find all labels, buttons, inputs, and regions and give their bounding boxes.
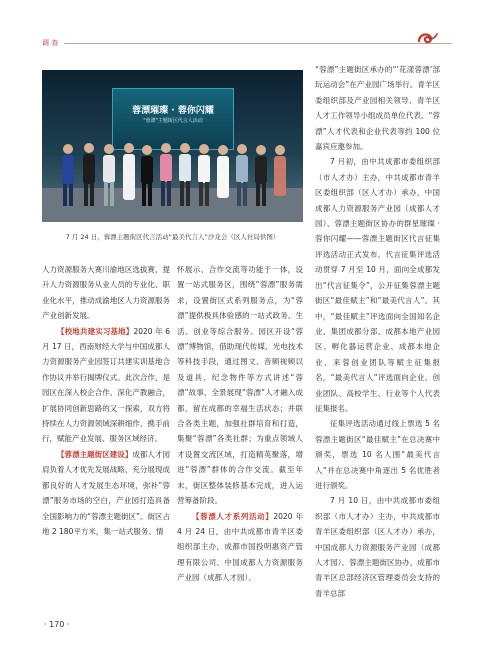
running-header: [42, 38, 442, 52]
section-text: 2020 年 4 月 24 日，由中共成都市青羊区委组织部主办，成都市国投明惠资产管理有限公司、中国成都人力资源服务产业园（成都人才园）、: [177, 511, 303, 583]
column-1: [42, 262, 170, 539]
brand-swirl-icon: [416, 30, 438, 48]
paragraph: 7 月初，由中共成都市委组织部（市人才办）主办，中共成都市青羊区委组织部（区人才办）承办，中国成都人力资源服务产业园（成都人才园）、蓉漂主题街区协办的群星璀璨 · 蓉你闪耀——蓉漂主题街区代言征集评选活动正式发布。代言征集评选活动贯穿 7 月至 10 月，面向全成都发出“代言征集令”，公开征集蓉漂主题街区“最佳赋主”和“最美代言人”。其中，“最佳赋主”评选面向全国知名企业、集团成都分部、成都本地产业园区、孵化器运营企业、成都本地企业、来蓉创业团队等赋主征集报名，“最美代言人”评选面向企业、创业团队、高校学生、行业等个人代表征集报名。: [315, 157, 440, 413]
column-3: [315, 62, 440, 601]
section-text: 2020 年 6 月 17 日，西南财经大学与中国成都人力资源服务产业园签订共建实训基地合作协议并举行揭牌仪式。此次合作，是园区在深入校企合作、深化产教融合，扩展协同创新思路的又一探索，双方将持续在人力资源领域深耕细作，携手前行，赋能产业发展、服务区域经济。: [42, 326, 170, 444]
section-label: 调 查: [42, 39, 59, 47]
paragraph: [42, 324, 170, 447]
page-number: · 170 ·: [44, 620, 70, 629]
section-heading: 【蓉漂人才系列活动】: [192, 511, 274, 521]
section-text: 成都人才园肩负着人才优先发展战略，充分展现成都良好的人才发展生态环境，弥补“蓉漂”服务市场的空白，产业园打造具备全国影响力的“蓉漂主题街区”。街区占地 2 180平方米，集一站式服务、情: [42, 449, 171, 536]
paragraph: “蓉漂”主题街区承办的“‘花漾蓉漂’部玩运动会”在产业园广场举行。青羊区委组织部及产业园相关领导、青羊区人才工作领导小组成员单位代表、“蓉漂”人才代表和企业代表等约 100 位嘉宾应邀参加。: [315, 65, 440, 152]
stage-title: 蓉漂璀璨 · 蓉你闪耀: [132, 106, 214, 116]
event-photo: [42, 70, 303, 222]
photo-caption: 7 月 24 日，蓉漂主题街区代言活动“最美代言人”沙龙会（区人社局供图）: [65, 233, 280, 241]
column-2: [177, 262, 303, 586]
group-of-people-icon: [42, 70, 303, 222]
paragraph: 怀展示、合作交流等功能于一体，设置一站式服务区，围绕“蓉漂”服务需求，设置街区式系列服务点，为“蓉漂”提供极具体验感的一站式政务、生活、创业等综合服务。园区开设“蓉漂”博物馆，借助现代传媒、光电技术等科技手段，通过图文、音频视频以及道具、纪念物件等方式讲述“蓉漂”故事，全景展现“蓉漂”人才融入成都、留在成都的幸福生活状态；并联合各类主题，加强社群培育和打造，集聚“蓉漂”各类社群；为重点领域人才设置交流区域，打造精英聚落，增进“蓉漂”群体的合作交流。截至年末，街区整体装修基本完成，进入运营筹备阶段。: [177, 265, 303, 506]
paragraph: [42, 447, 170, 539]
paragraph: 人力资源服务大赛川渝地区选拔赛，提升人力资源服务从业人员的专业化、职业化水平，推动成渝地区人力资源服务产业创新发展。: [42, 265, 170, 321]
section-heading: 【校地共建实习基地】: [57, 326, 134, 336]
paragraph: 征集评选活动通过线上票选 5 名蓉漂主题街区“最佳赋主”在总决赛中颁奖，票选 10 名人围“最美代言人”并在总决赛中角逐出 5 名优胜者进行颁奖。: [315, 419, 440, 490]
section-heading: 【蓉漂主题街区建设】: [57, 449, 133, 459]
header-rule: [64, 43, 452, 44]
paragraph: 7 月 10 日，由中共成都市委组织部（市人才办）主办，中共成都市青羊区委组织部（区人才办）承办，中国成都人力资源服务产业园（成都人才园）、蓉漂主题街区协办，成都市青羊区总部经济区管理委员会支持的青羊总部: [315, 496, 440, 598]
stage-subtitle: "蓉漂"主题街区代言人活动: [143, 118, 203, 124]
paragraph: [177, 509, 303, 586]
